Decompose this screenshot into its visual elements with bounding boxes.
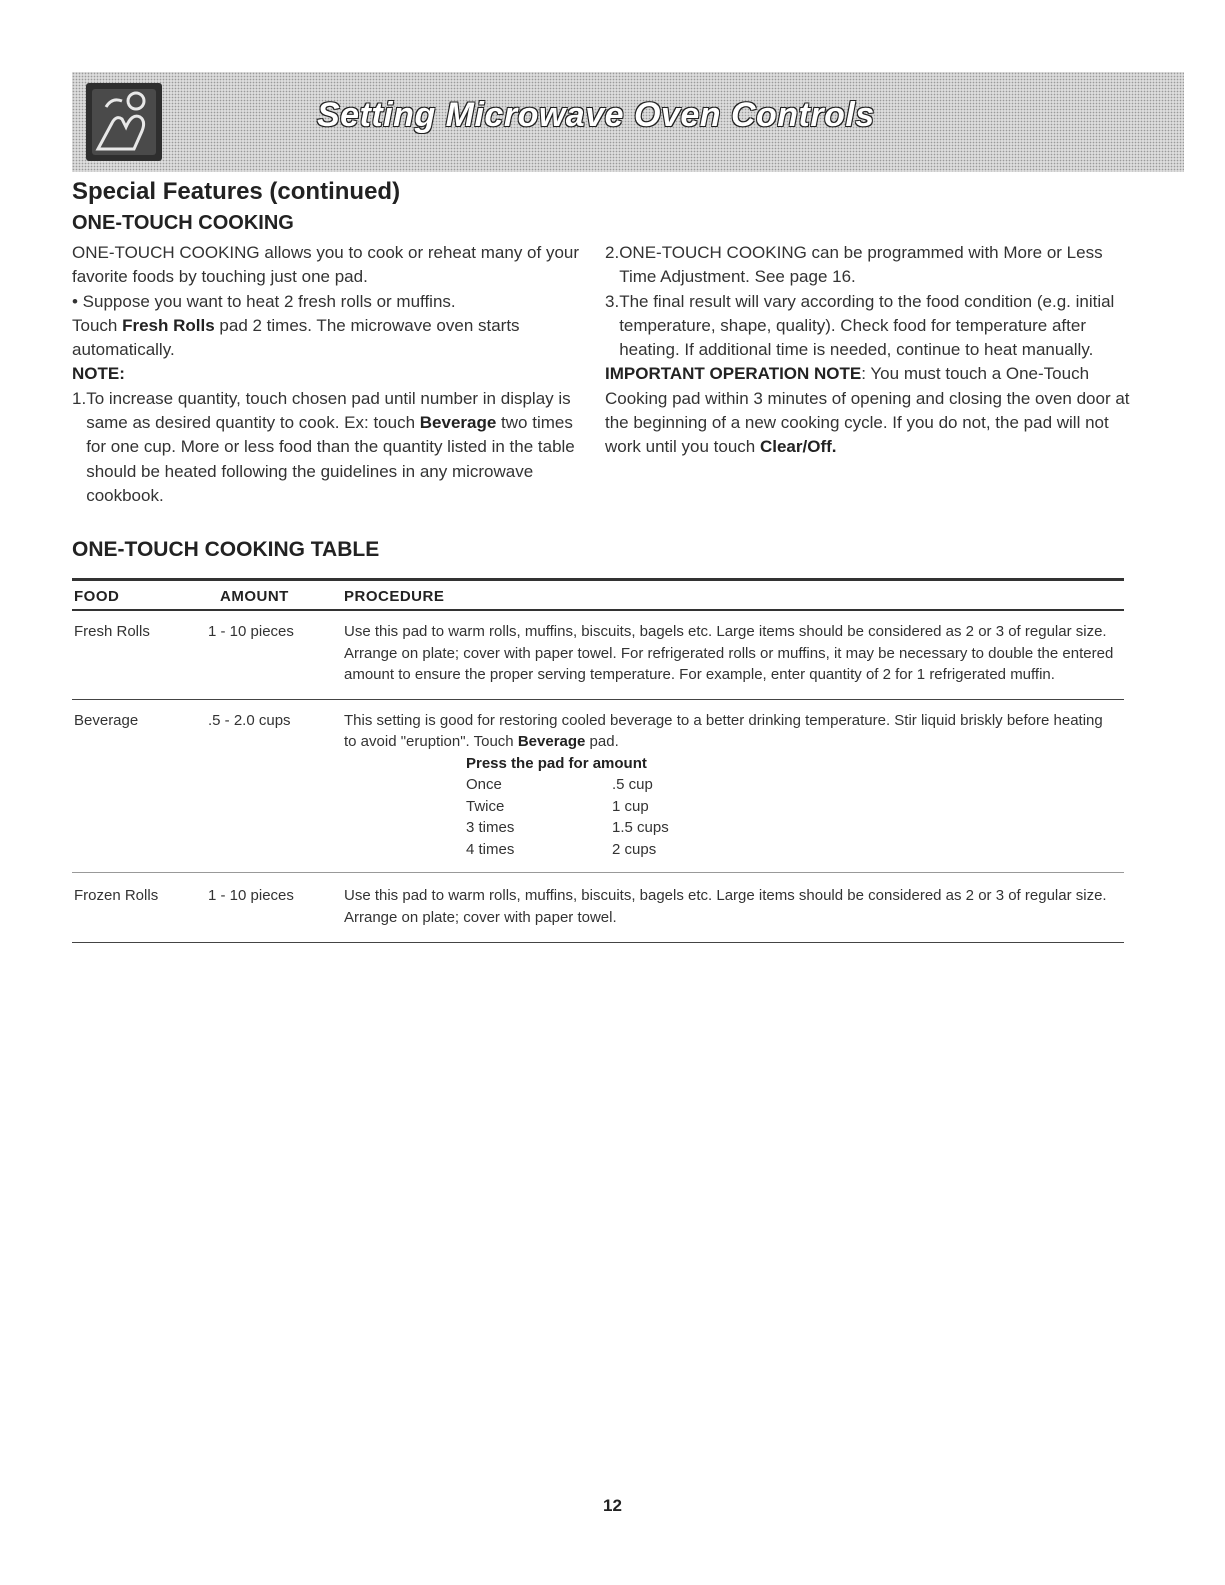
press-count: 4 times (466, 840, 515, 858)
row-amount: 1 - 10 pieces (208, 887, 294, 904)
press-row (466, 839, 1119, 861)
note-label: NOTE: (72, 364, 125, 384)
touch-instruction (72, 314, 592, 363)
item-text: ONE-TOUCH COOKING can be programmed with More or Less Time Adjustment. See page 16. (619, 243, 1103, 287)
note-item-1 (72, 387, 592, 508)
press-amount: 2 cups (612, 840, 657, 858)
item1-text-b: two times for one cup. More or less food than the quantity listed in the table should be heated following the guidelines in any microwave cookbook. (86, 413, 575, 505)
press-count: Once (466, 776, 502, 793)
item-text (86, 387, 592, 508)
press-row (466, 817, 1119, 839)
left-column (72, 241, 592, 508)
row-amount: .5 - 2.0 cups (208, 711, 291, 729)
important-text: : You must touch a One-Touch Cooking pad within 3 minutes of opening and closing the oven door at the beginning of a new cooking cycle. If you do not, the pad will not work until you touch (605, 364, 1130, 457)
item-number: 2. (605, 243, 620, 262)
press-count: Twice (466, 797, 505, 815)
touch-suffix: pad 2 times. The microwave oven starts automatically. (72, 315, 520, 360)
table-row (72, 873, 1124, 942)
page-number: 12 (603, 1496, 622, 1515)
header-procedure: PROCEDURE (344, 588, 445, 605)
row-food: Fresh Rolls (74, 623, 150, 640)
beverage-bold: Beverage (517, 733, 586, 750)
press-amount: .5 cup (612, 776, 653, 793)
row-food: Frozen Rolls (74, 887, 159, 904)
press-count: 3 times (466, 819, 515, 836)
touch-prefix: Touch (72, 315, 123, 335)
press-amount: 1 cup (612, 797, 649, 815)
row-procedure (344, 710, 1119, 861)
table-row (72, 700, 1124, 873)
row-procedure: Use this pad to warm rolls, muffins, biscuits, bagels etc. Large items should be considered as 2 or 3 of regular size. Arrange on plate; cover with paper towel. For refrigerated rolls or muffins, it may be necessary to double the entered amount to ensure the proper serving temperature. For example, enter quantity of 2 for 1 refrigerated muffin. (344, 623, 1114, 683)
table-title: ONE-TOUCH COOKING TABLE (72, 538, 380, 561)
section-title: Special Features (continued) (72, 178, 401, 205)
note-item-3 (605, 290, 1130, 363)
row-food: Beverage (74, 711, 139, 729)
cooking-table (72, 578, 1124, 943)
header-amount: AMOUNT (220, 588, 289, 605)
press-row (466, 774, 1119, 796)
press-row (466, 796, 1119, 818)
important-label: IMPORTANT OPERATION NOTE (605, 364, 862, 384)
intro-paragraph: ONE-TOUCH COOKING allows you to cook or reheat many of your favorite foods by touching just one pad. (72, 243, 580, 287)
banner-title: Setting Microwave Oven Controls (317, 96, 875, 134)
press-header: Press the pad for amount (466, 754, 647, 772)
clear-off-bold: Clear/Off. (759, 437, 837, 457)
table-header (72, 581, 1124, 609)
header-food: FOOD (74, 588, 120, 605)
right-column (605, 241, 1130, 460)
beverage-procedure-text (344, 710, 1119, 753)
important-note (605, 362, 1130, 459)
beverage-bold: Beverage (419, 413, 497, 433)
header-banner (72, 72, 1184, 172)
press-amount-list (466, 753, 1119, 861)
item-number: 3. (605, 291, 620, 311)
bullet-text: • Suppose you want to heat 2 fresh rolls or muffins. (72, 291, 456, 311)
item1-text-a: To increase quantity, touch chosen pad until number in display is same as desired quantity to cook. Ex: touch (86, 388, 571, 433)
fresh-rolls-bold: Fresh Rolls (122, 315, 215, 335)
item-number: 1. (72, 388, 87, 408)
note-item-2 (605, 241, 1130, 290)
subsection-title: ONE-TOUCH COOKING (72, 212, 294, 234)
row-procedure: Use this pad to warm rolls, muffins, biscuits, bagels etc. Large items should be considered as 2 or 3 of regular size. Arrange on plate; cover with paper towel. (344, 887, 1107, 926)
table-bottom-rule (72, 942, 1124, 943)
table-row (72, 611, 1124, 699)
press-amount: 1.5 cups (612, 819, 669, 836)
hand-pressing-button-icon (86, 83, 162, 161)
item-text: The final result will vary according to the food condition (e.g. initial temperature, shape, quality). Check food for temperature after heating. If additional time is needed, continue to heat manually. (619, 291, 1115, 360)
procedure-text-b: pad. (585, 733, 619, 750)
row-amount: 1 - 10 pieces (208, 623, 294, 640)
procedure-text-a: This setting is good for restoring cooled beverage to a better drinking temperature. Stir liquid briskly before heating to avoid "eruption". Touch (344, 711, 1103, 750)
